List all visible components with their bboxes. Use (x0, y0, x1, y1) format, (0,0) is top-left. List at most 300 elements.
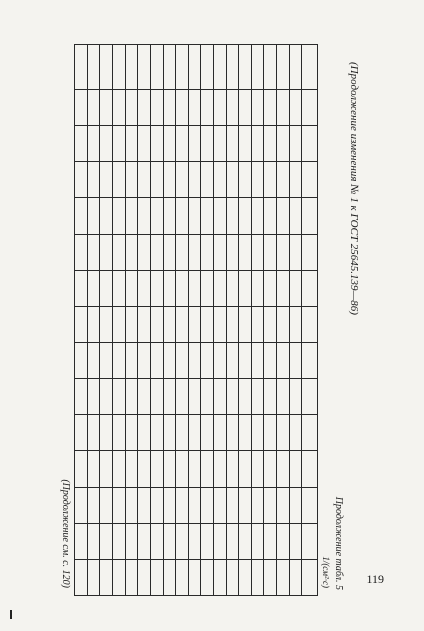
table-cell (213, 90, 226, 126)
table-cell (75, 451, 88, 487)
table-cell (100, 342, 113, 378)
table-cell (201, 162, 214, 198)
table-cell (264, 487, 277, 523)
table-cell (226, 487, 239, 523)
table-cell (226, 415, 239, 451)
table-cell (100, 162, 113, 198)
table-cell (138, 306, 151, 342)
table-cell (201, 234, 214, 270)
table-cell (176, 198, 189, 234)
table-cell (87, 487, 100, 523)
table-cell (264, 90, 277, 126)
table-cell (226, 451, 239, 487)
table-cell (201, 487, 214, 523)
table-cell (239, 523, 252, 559)
table-cell (277, 45, 290, 90)
table-cell (213, 523, 226, 559)
table-cell (264, 342, 277, 378)
table-cell (150, 379, 163, 415)
unit-caption: 1/(см²·с) (321, 556, 331, 588)
table-cell (251, 342, 264, 378)
table-cell (138, 559, 151, 595)
table-cell (150, 415, 163, 451)
table-cell (163, 451, 176, 487)
table-row (264, 45, 277, 596)
table-cell (213, 451, 226, 487)
table-cell (150, 559, 163, 595)
table-cell (176, 415, 189, 451)
table-cell (150, 90, 163, 126)
table-cell (251, 90, 264, 126)
table-cell (125, 451, 138, 487)
table-cell (188, 379, 201, 415)
table-cell (163, 198, 176, 234)
table-cell (125, 198, 138, 234)
table-cell (113, 162, 126, 198)
table-cell (289, 415, 302, 451)
table-cell (113, 451, 126, 487)
table-cell (239, 306, 252, 342)
table-cell (138, 90, 151, 126)
table-cell (150, 342, 163, 378)
table-cell (138, 126, 151, 162)
table-cell (138, 451, 151, 487)
table-continuation-caption: Продолжение табл. 5 (333, 496, 344, 590)
table-cell (188, 451, 201, 487)
table-cell (289, 523, 302, 559)
table-cell (239, 45, 252, 90)
table-cell (251, 126, 264, 162)
header-cell (302, 198, 318, 234)
table-cell (176, 487, 189, 523)
table-row (251, 45, 264, 596)
table-cell (201, 379, 214, 415)
table-cell (87, 45, 100, 90)
table-cell (87, 559, 100, 595)
table-cell (75, 306, 88, 342)
table-cell (226, 342, 239, 378)
table-cell (226, 270, 239, 306)
table-cell (239, 415, 252, 451)
table-cell (125, 415, 138, 451)
table-grid (74, 44, 318, 596)
table-cell (163, 559, 176, 595)
table-cell (201, 559, 214, 595)
table-cell (201, 451, 214, 487)
page-number: 119 (366, 572, 384, 586)
table-cell (176, 234, 189, 270)
table-cell (100, 451, 113, 487)
table-cell (251, 415, 264, 451)
table-cell (264, 126, 277, 162)
table-cell (176, 126, 189, 162)
table-cell (138, 523, 151, 559)
table-cell (113, 198, 126, 234)
table-cell (125, 523, 138, 559)
table-cell (176, 306, 189, 342)
table-cell (125, 306, 138, 342)
table-row (150, 45, 163, 596)
table-cell (188, 198, 201, 234)
table-cell (239, 451, 252, 487)
table-cell (277, 487, 290, 523)
table-cell (188, 162, 201, 198)
table-cell (213, 270, 226, 306)
table-cell (264, 415, 277, 451)
table-cell (277, 523, 290, 559)
table-cell (201, 306, 214, 342)
table-cell (264, 234, 277, 270)
table-cell (201, 270, 214, 306)
header-cell (302, 90, 318, 126)
table-cell (277, 162, 290, 198)
table-row (226, 45, 239, 596)
table-cell (163, 415, 176, 451)
table-cell (188, 90, 201, 126)
table-cell (163, 234, 176, 270)
table-cell (188, 270, 201, 306)
header-cell (302, 559, 318, 595)
table-cell (226, 379, 239, 415)
header-cell (302, 162, 318, 198)
table-cell (226, 234, 239, 270)
table-cell (113, 342, 126, 378)
table-cell (226, 162, 239, 198)
table-cell (113, 523, 126, 559)
table-cell (264, 306, 277, 342)
table-cell (264, 198, 277, 234)
table-cell (87, 270, 100, 306)
table-cell (87, 379, 100, 415)
table-row (201, 45, 214, 596)
table-cell (277, 126, 290, 162)
table-cell (125, 126, 138, 162)
table-row (289, 45, 302, 596)
header-cell (302, 379, 318, 415)
table-cell (264, 451, 277, 487)
table-cell (100, 234, 113, 270)
header-cell (302, 306, 318, 342)
table-cell (75, 342, 88, 378)
table-cell (100, 306, 113, 342)
table-cell (125, 342, 138, 378)
table-row (87, 45, 100, 596)
header-cell (302, 126, 318, 162)
table-cell (163, 270, 176, 306)
table-cell (100, 90, 113, 126)
table-cell (75, 45, 88, 90)
table-cell (277, 306, 290, 342)
table-row (113, 45, 126, 596)
table-cell (264, 523, 277, 559)
table-row (277, 45, 290, 596)
table-cell (163, 379, 176, 415)
table-cell (75, 487, 88, 523)
table-row (239, 45, 252, 596)
table-cell (113, 415, 126, 451)
table-cell (150, 306, 163, 342)
table-cell (75, 559, 88, 595)
table-cell (251, 559, 264, 595)
table-cell (289, 45, 302, 90)
table-cell (87, 306, 100, 342)
table-cell (100, 198, 113, 234)
table-cell (176, 379, 189, 415)
table-cell (264, 162, 277, 198)
table-cell (188, 234, 201, 270)
table-cell (100, 379, 113, 415)
table-cell (113, 270, 126, 306)
table-cell (213, 45, 226, 90)
table-cell (125, 487, 138, 523)
table-cell (176, 90, 189, 126)
table-cell (251, 306, 264, 342)
table-cell (251, 45, 264, 90)
table-cell (289, 162, 302, 198)
table-cell (163, 45, 176, 90)
table-cell (87, 415, 100, 451)
table-cell (239, 487, 252, 523)
table-cell (201, 342, 214, 378)
table-cell (125, 90, 138, 126)
table-cell (125, 45, 138, 90)
table-cell (87, 523, 100, 559)
table-cell (75, 90, 88, 126)
table-cell (226, 198, 239, 234)
table-cell (150, 451, 163, 487)
table-header-row (302, 45, 318, 596)
table-cell (188, 415, 201, 451)
table-cell (226, 90, 239, 126)
table-cell (289, 451, 302, 487)
table-cell (138, 270, 151, 306)
table-cell (100, 45, 113, 90)
table-cell (163, 523, 176, 559)
table-cell (264, 45, 277, 90)
table-cell (113, 126, 126, 162)
next-page-caption: (Продолжение см. с. 120) (60, 479, 71, 588)
table-cell (201, 90, 214, 126)
rotated-content (62, 40, 362, 600)
table-cell (251, 162, 264, 198)
table-cell (100, 559, 113, 595)
table-cell (201, 45, 214, 90)
table-cell (277, 234, 290, 270)
table-cell (150, 45, 163, 90)
table-cell (213, 342, 226, 378)
table-cell (213, 306, 226, 342)
table-cell (100, 487, 113, 523)
table-cell (125, 270, 138, 306)
table-row (75, 45, 88, 596)
table-cell (75, 162, 88, 198)
table-cell (201, 198, 214, 234)
table-cell (251, 379, 264, 415)
table-cell (87, 234, 100, 270)
table-cell (239, 198, 252, 234)
table-cell (163, 162, 176, 198)
table-row (125, 45, 138, 596)
table-cell (213, 559, 226, 595)
table-cell (100, 270, 113, 306)
table-cell (289, 90, 302, 126)
table-cell (213, 234, 226, 270)
table-cell (113, 90, 126, 126)
table-cell (75, 234, 88, 270)
table-cell (138, 415, 151, 451)
table-cell (277, 379, 290, 415)
table-cell (87, 126, 100, 162)
table-cell (201, 126, 214, 162)
table-cell (251, 234, 264, 270)
table-cell (239, 559, 252, 595)
table-cell (75, 198, 88, 234)
table-cell (188, 306, 201, 342)
table-cell (125, 162, 138, 198)
table-row (188, 45, 201, 596)
table-cell (150, 126, 163, 162)
table-cell (264, 379, 277, 415)
table-cell (113, 234, 126, 270)
table-cell (75, 270, 88, 306)
table-cell (150, 270, 163, 306)
continuation-caption: (Продолжение изменения № 1 к ГОСТ 25645.139—86) (348, 62, 360, 315)
table-cell (251, 451, 264, 487)
table-cell (289, 559, 302, 595)
table-cell (251, 487, 264, 523)
table-cell (188, 45, 201, 90)
header-cell (302, 342, 318, 378)
table-cell (163, 126, 176, 162)
table-cell (75, 415, 88, 451)
table-cell (188, 487, 201, 523)
table-cell (113, 306, 126, 342)
table-cell (138, 198, 151, 234)
table-cell (150, 487, 163, 523)
table-cell (277, 90, 290, 126)
table-cell (176, 45, 189, 90)
table-cell (138, 487, 151, 523)
table-cell (125, 234, 138, 270)
table-cell (163, 342, 176, 378)
table-cell (213, 198, 226, 234)
table-cell (264, 270, 277, 306)
table-cell (176, 559, 189, 595)
table-cell (87, 342, 100, 378)
table-cell (87, 90, 100, 126)
table-cell (188, 523, 201, 559)
table-cell (188, 126, 201, 162)
table-cell (289, 270, 302, 306)
table-cell (226, 523, 239, 559)
table-cell (289, 487, 302, 523)
table-cell (226, 126, 239, 162)
table-cell (264, 559, 277, 595)
header-cell (302, 415, 318, 451)
table-cell (87, 451, 100, 487)
table-cell (176, 162, 189, 198)
table-cell (113, 559, 126, 595)
table-cell (113, 379, 126, 415)
table-cell (251, 198, 264, 234)
table-cell (125, 559, 138, 595)
table-row (176, 45, 189, 596)
table-cell (100, 415, 113, 451)
table-cell (75, 523, 88, 559)
header-cell (302, 451, 318, 487)
table-cell (213, 379, 226, 415)
table-cell (289, 126, 302, 162)
table-cell (75, 126, 88, 162)
table-cell (138, 342, 151, 378)
table-cell (213, 415, 226, 451)
table-cell (289, 234, 302, 270)
table-row (100, 45, 113, 596)
table-row (163, 45, 176, 596)
table-cell (163, 90, 176, 126)
table-cell (277, 198, 290, 234)
table-cell (176, 342, 189, 378)
table-cell (277, 451, 290, 487)
table-cell (75, 379, 88, 415)
table-cell (289, 198, 302, 234)
table-cell (188, 342, 201, 378)
table-row (138, 45, 151, 596)
table-cell (163, 487, 176, 523)
table-cell (87, 162, 100, 198)
table-cell (289, 342, 302, 378)
table-cell (138, 379, 151, 415)
table-cell (277, 559, 290, 595)
table-cell (277, 415, 290, 451)
table-cell (239, 342, 252, 378)
header-cell (302, 523, 318, 559)
table-cell (277, 270, 290, 306)
table-cell (251, 270, 264, 306)
table-cell (239, 90, 252, 126)
table-cell (213, 162, 226, 198)
table-cell (239, 270, 252, 306)
table-cell (201, 415, 214, 451)
table-cell (289, 379, 302, 415)
table-cell (163, 306, 176, 342)
table-cell (213, 487, 226, 523)
table-cell (87, 198, 100, 234)
table-cell (277, 342, 290, 378)
table-cell (138, 234, 151, 270)
table-cell (113, 45, 126, 90)
table-cell (100, 523, 113, 559)
table-cell (226, 306, 239, 342)
table-cell (213, 126, 226, 162)
table-cell (100, 126, 113, 162)
table-row (213, 45, 226, 596)
header-cell (302, 270, 318, 306)
table-cell (176, 523, 189, 559)
table-cell (289, 306, 302, 342)
table-cell (113, 487, 126, 523)
table-cell (239, 234, 252, 270)
scan-mark (10, 610, 17, 619)
header-cell (302, 234, 318, 270)
table-cell (150, 198, 163, 234)
table-cell (138, 45, 151, 90)
table-cell (176, 270, 189, 306)
table-cell (226, 559, 239, 595)
table-cell (226, 45, 239, 90)
header-cell (302, 487, 318, 523)
table-cell (188, 559, 201, 595)
